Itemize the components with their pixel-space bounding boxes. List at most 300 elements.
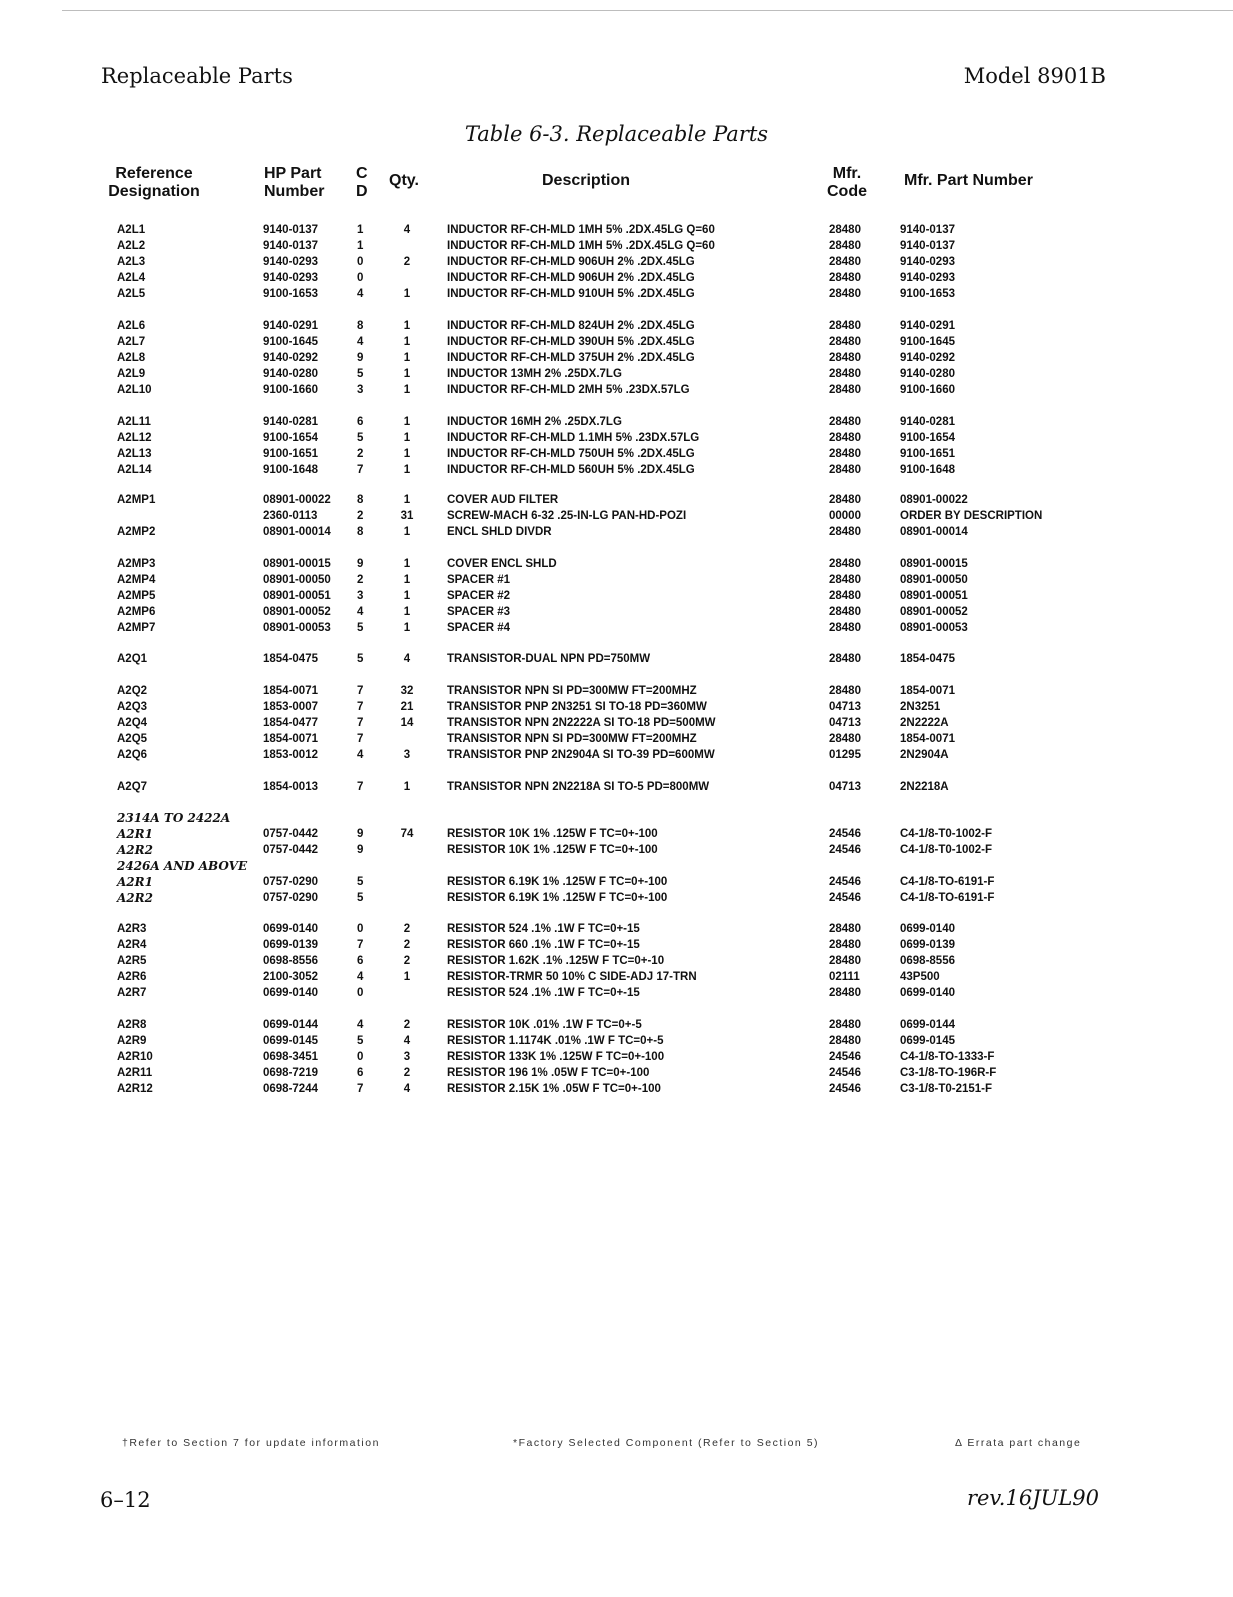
mfr-part-number: 08901-00014 <box>900 526 968 538</box>
quantity: 1 <box>403 352 411 364</box>
mfr-code: 24546 <box>829 1051 861 1063</box>
hp-part-number: 0757-0442 <box>263 844 318 856</box>
table-row <box>0 350 1233 366</box>
description: INDUCTOR RF-CH-MLD 375UH 2% .2DX.45LG <box>447 352 695 364</box>
table-row <box>0 715 1233 731</box>
hp-part-number: 0698-7219 <box>263 1067 318 1079</box>
description: RESISTOR 660 .1% .1W F TC=0+-15 <box>447 939 640 951</box>
description: INDUCTOR 16MH 2% .25DX.7LG <box>447 416 622 428</box>
col-head-qty: Qty. <box>389 172 419 189</box>
table-row <box>0 334 1233 350</box>
ref-designation: A2L12 <box>117 432 152 444</box>
mfr-part-number: 0699-0139 <box>900 939 955 951</box>
hp-part-number: 1854-0071 <box>263 733 318 745</box>
quantity: 1 <box>403 464 411 476</box>
col-head-reference: Reference Designation <box>108 165 200 200</box>
hp-part-number: 9140-0281 <box>263 416 318 428</box>
ref-designation: A2MP4 <box>117 574 156 586</box>
mfr-code: 28480 <box>829 494 861 506</box>
description: INDUCTOR RF-CH-MLD 824UH 2% .2DX.45LG <box>447 320 695 332</box>
quantity: 1 <box>403 574 411 586</box>
mfr-code: 24546 <box>829 876 861 888</box>
mfr-code: 24546 <box>829 892 861 904</box>
quantity: 1 <box>403 606 411 618</box>
description: COVER AUD FILTER <box>447 494 559 506</box>
cd-digit: 0 <box>357 987 364 999</box>
mfr-code: 28480 <box>829 622 861 634</box>
table-row <box>0 270 1233 286</box>
mfr-code: 28480 <box>829 685 861 697</box>
description: INDUCTOR RF-CH-MLD 906UH 2% .2DX.45LG <box>447 272 695 284</box>
quantity: 2 <box>403 939 411 951</box>
mfr-part-number: 0699-0144 <box>900 1019 955 1031</box>
mfr-part-number: 9140-0137 <box>900 224 955 236</box>
cd-digit: 4 <box>357 288 364 300</box>
cd-digit: 2 <box>357 574 364 586</box>
mfr-part-number: 9140-0291 <box>900 320 955 332</box>
ref-designation: A2L7 <box>117 336 146 348</box>
mfr-part-number: 9100-1654 <box>900 432 955 444</box>
table-row <box>0 318 1233 334</box>
cd-digit: 0 <box>357 923 364 935</box>
table-title: Table 6-3. Replaceable Parts <box>464 122 769 146</box>
mfr-code: 28480 <box>829 432 861 444</box>
ref-designation: A2R11 <box>117 1067 153 1079</box>
quantity: 1 <box>403 558 411 570</box>
hp-part-number: 0699-0139 <box>263 939 318 951</box>
ref-designation: A2MP6 <box>117 606 156 618</box>
description: INDUCTOR RF-CH-MLD 1MH 5% .2DX.45LG Q=60 <box>447 240 715 252</box>
ref-designation: A2Q1 <box>117 653 148 665</box>
col-head-mfr-code: Mfr. Code <box>827 165 867 200</box>
mfr-code: 28480 <box>829 320 861 332</box>
description: INDUCTOR RF-CH-MLD 1MH 5% .2DX.45LG Q=60 <box>447 224 715 236</box>
cd-digit: 8 <box>357 494 364 506</box>
footer-note-errata: Δ Errata part change <box>955 1437 1082 1449</box>
table-row <box>0 366 1233 382</box>
mfr-part-number: 9140-0293 <box>900 272 955 284</box>
mfr-code: 28480 <box>829 653 861 665</box>
description: RESISTOR 524 .1% .1W F TC=0+-15 <box>447 923 640 935</box>
quantity: 1 <box>403 494 411 506</box>
description: TRANSISTOR-DUAL NPN PD=750MW <box>447 653 651 665</box>
cd-digit: 3 <box>357 384 364 396</box>
quantity: 1 <box>403 336 411 348</box>
mfr-part-number: 0699-0140 <box>900 987 955 999</box>
cd-digit: 4 <box>357 336 364 348</box>
ref-designation: A2R9 <box>117 1035 147 1047</box>
ref-designation: A2MP1 <box>117 494 156 506</box>
hp-part-number: 9100-1660 <box>263 384 318 396</box>
table-row <box>0 382 1233 398</box>
mfr-part-number: C4-1/8-T0-1002-F <box>900 828 993 840</box>
description: TRANSISTOR NPN 2N2218A SI TO-5 PD=800MW <box>447 781 710 793</box>
quantity: 1 <box>403 416 411 428</box>
col-head-description: Description <box>542 172 631 189</box>
quantity: 2 <box>403 923 411 935</box>
hp-part-number: 0757-0290 <box>263 876 318 888</box>
description: INDUCTOR RF-CH-MLD 560UH 5% .2DX.45LG <box>447 464 695 476</box>
mfr-part-number: 08901-00053 <box>900 622 968 634</box>
table-row <box>0 874 1233 890</box>
table-row <box>0 492 1233 508</box>
ref-designation: A2R6 <box>117 971 147 983</box>
ref-designation: A2MP5 <box>117 590 156 602</box>
cd-digit: 4 <box>357 971 364 983</box>
cd-digit: 7 <box>357 1083 364 1095</box>
mfr-code: 28480 <box>829 606 861 618</box>
cd-digit: 5 <box>357 1035 364 1047</box>
cd-digit: 7 <box>357 733 364 745</box>
mfr-part-number: 9140-0137 <box>900 240 955 252</box>
hp-part-number: 9140-0280 <box>263 368 318 380</box>
ref-designation: A2MP7 <box>117 622 156 634</box>
mfr-code: 28480 <box>829 416 861 428</box>
mfr-part-number: 2N2218A <box>900 781 949 793</box>
description: INDUCTOR RF-CH-MLD 910UH 5% .2DX.45LG <box>447 288 695 300</box>
table-row <box>0 430 1233 446</box>
description: INDUCTOR RF-CH-MLD 1.1MH 5% .23DX.57LG <box>447 432 700 444</box>
ref-designation: A2MP3 <box>117 558 156 570</box>
mfr-code: 28480 <box>829 1035 861 1047</box>
quantity: 3 <box>403 1051 411 1063</box>
table-row <box>0 747 1233 763</box>
mfr-part-number: 0698-8556 <box>900 955 955 967</box>
mfr-part-number: 9100-1660 <box>900 384 955 396</box>
quantity: 1 <box>403 320 411 332</box>
hp-part-number: 9140-0293 <box>263 256 318 268</box>
description: SPACER #4 <box>447 622 511 634</box>
description: RESISTOR 133K 1% .125W F TC=0+-100 <box>447 1051 665 1063</box>
model-header: Model 8901B <box>963 64 1106 88</box>
hp-part-number: 08901-00014 <box>263 526 331 538</box>
mfr-code: 28480 <box>829 955 861 967</box>
table-row <box>0 556 1233 572</box>
table-row <box>0 1049 1233 1065</box>
hp-part-number: 2360-0113 <box>263 510 318 522</box>
col-head-hp-part: HP Part Number <box>264 165 325 200</box>
mfr-code: 28480 <box>829 384 861 396</box>
hp-part-number: 0699-0140 <box>263 923 318 935</box>
cd-digit: 5 <box>357 368 364 380</box>
quantity: 2 <box>403 955 411 967</box>
mfr-code: 28480 <box>829 256 861 268</box>
table-row <box>0 699 1233 715</box>
ref-designation: A2R10 <box>117 1051 153 1063</box>
mfr-part-number: 08901-00051 <box>900 590 968 602</box>
table-row <box>0 779 1233 795</box>
hp-part-number: 9140-0291 <box>263 320 318 332</box>
mfr-code: 24546 <box>829 1083 861 1095</box>
quantity: 14 <box>400 717 414 729</box>
ref-designation: A2R1 <box>117 875 153 889</box>
cd-digit: 2 <box>357 510 364 522</box>
cd-digit: 4 <box>357 749 364 761</box>
mfr-part-number: 1854-0071 <box>900 733 955 745</box>
hp-part-number: 0757-0290 <box>263 892 318 904</box>
cd-digit: 0 <box>357 272 364 284</box>
mfr-part-number: 9140-0281 <box>900 416 955 428</box>
table-row <box>0 620 1233 636</box>
footer-note-update: †Refer to Section 7 for update information <box>122 1437 380 1449</box>
description: SPACER #3 <box>447 606 511 618</box>
quantity: 4 <box>403 1083 411 1095</box>
ref-designation: A2L8 <box>117 352 146 364</box>
table-row <box>0 572 1233 588</box>
ref-designation: A2L11 <box>117 416 151 428</box>
description: INDUCTOR RF-CH-MLD 390UH 5% .2DX.45LG <box>447 336 695 348</box>
table-row <box>0 588 1233 604</box>
mfr-part-number: ORDER BY DESCRIPTION <box>900 510 1043 522</box>
mfr-code: 28480 <box>829 590 861 602</box>
ref-designation: A2L1 <box>117 224 146 236</box>
table-row <box>0 842 1233 858</box>
mfr-part-number: 9100-1645 <box>900 336 955 348</box>
ref-designation: 2426A AND ABOVE <box>117 859 248 873</box>
hp-part-number: 08901-00051 <box>263 590 331 602</box>
mfr-code: 02111 <box>829 971 860 983</box>
hp-part-number: 9140-0292 <box>263 352 318 364</box>
hp-part-number: 08901-00022 <box>263 494 331 506</box>
table-row <box>0 953 1233 969</box>
cd-digit: 9 <box>357 844 364 856</box>
mfr-part-number: 9100-1653 <box>900 288 955 300</box>
mfr-code: 28480 <box>829 987 861 999</box>
mfr-code: 28480 <box>829 574 861 586</box>
table-row <box>0 1065 1233 1081</box>
hp-part-number: 9140-0137 <box>263 224 318 236</box>
mfr-part-number: C4-1/8-TO-6191-F <box>900 876 995 888</box>
quantity: 21 <box>400 701 414 713</box>
cd-digit: 5 <box>357 432 364 444</box>
table-row <box>0 414 1233 430</box>
table-row <box>0 222 1233 238</box>
quantity: 74 <box>400 828 414 840</box>
mfr-code: 28480 <box>829 923 861 935</box>
cd-digit: 7 <box>357 701 364 713</box>
description: RESISTOR 10K 1% .125W F TC=0+-100 <box>447 828 658 840</box>
cd-digit: 8 <box>357 526 364 538</box>
description: INDUCTOR 13MH 2% .25DX.7LG <box>447 368 622 380</box>
table-row <box>0 462 1233 478</box>
description: INDUCTOR RF-CH-MLD 906UH 2% .2DX.45LG <box>447 256 695 268</box>
mfr-code: 00000 <box>829 510 861 522</box>
hp-part-number: 08901-00053 <box>263 622 331 634</box>
hp-part-number: 0699-0140 <box>263 987 318 999</box>
hp-part-number: 08901-00052 <box>263 606 331 618</box>
description: RESISTOR 524 .1% .1W F TC=0+-15 <box>447 987 640 999</box>
quantity: 1 <box>403 971 411 983</box>
hp-part-number: 9140-0293 <box>263 272 318 284</box>
cd-digit: 5 <box>357 876 364 888</box>
description: COVER ENCL SHLD <box>447 558 557 570</box>
table-row <box>0 826 1233 842</box>
quantity: 2 <box>403 1019 411 1031</box>
quantity: 1 <box>403 781 411 793</box>
ref-designation: A2L5 <box>117 288 146 300</box>
table-row <box>0 446 1233 462</box>
description: SCREW-MACH 6-32 .25-IN-LG PAN-HD-POZI <box>447 510 687 522</box>
mfr-code: 24546 <box>829 844 861 856</box>
hp-part-number: 9100-1653 <box>263 288 318 300</box>
table-row <box>0 286 1233 302</box>
mfr-code: 28480 <box>829 1019 861 1031</box>
quantity: 1 <box>403 288 411 300</box>
hp-part-number: 9100-1648 <box>263 464 318 476</box>
mfr-part-number: 08901-00015 <box>900 558 968 570</box>
mfr-code: 28480 <box>829 526 861 538</box>
mfr-code: 28480 <box>829 368 861 380</box>
ref-designation: A2MP2 <box>117 526 156 538</box>
hp-part-number: 9140-0137 <box>263 240 318 252</box>
hp-part-number: 0699-0144 <box>263 1019 318 1031</box>
table-row <box>0 604 1233 620</box>
mfr-part-number: 43P500 <box>900 971 940 983</box>
quantity: 1 <box>403 368 411 380</box>
section-header: Replaceable Parts <box>101 64 293 88</box>
ref-designation: A2R12 <box>117 1083 153 1095</box>
ref-designation: A2L13 <box>117 448 152 460</box>
mfr-part-number: 2N2904A <box>900 749 949 761</box>
hp-part-number: 1853-0007 <box>263 701 318 713</box>
ref-designation: A2L3 <box>117 256 146 268</box>
quantity: 1 <box>403 448 411 460</box>
table-row <box>0 683 1233 699</box>
hp-part-number: 2100-3052 <box>263 971 318 983</box>
serial-note-row <box>0 810 1233 826</box>
hp-part-number: 9100-1645 <box>263 336 318 348</box>
hp-part-number: 9100-1651 <box>263 448 318 460</box>
description: RESISTOR 6.19K 1% .125W F TC=0+-100 <box>447 892 668 904</box>
page-number: 6–12 <box>100 1488 151 1512</box>
ref-designation: A2Q5 <box>117 733 148 745</box>
revision-date: rev.16JUL90 <box>966 1486 1099 1510</box>
table-row <box>0 254 1233 270</box>
cd-digit: 6 <box>357 416 364 428</box>
cd-digit: 4 <box>357 1019 364 1031</box>
mfr-code: 04713 <box>829 781 861 793</box>
cd-digit: 0 <box>357 1051 364 1063</box>
description: INDUCTOR RF-CH-MLD 2MH 5% .23DX.57LG <box>447 384 690 396</box>
mfr-code: 28480 <box>829 240 861 252</box>
mfr-part-number: 9140-0292 <box>900 352 955 364</box>
ref-designation: A2Q2 <box>117 685 148 697</box>
description: RESISTOR 10K .01% .1W F TC=0+-5 <box>447 1019 642 1031</box>
cd-digit: 0 <box>357 256 364 268</box>
description: TRANSISTOR PNP 2N3251 SI TO-18 PD=360MW <box>447 701 707 713</box>
quantity: 32 <box>400 685 414 697</box>
mfr-code: 28480 <box>829 288 861 300</box>
mfr-part-number: 08901-00052 <box>900 606 968 618</box>
cd-digit: 4 <box>357 606 364 618</box>
ref-designation: A2L4 <box>117 272 146 284</box>
mfr-code: 28480 <box>829 464 861 476</box>
ref-designation: A2L10 <box>117 384 152 396</box>
quantity: 4 <box>403 653 411 665</box>
table-row <box>0 1081 1233 1097</box>
ref-designation: A2Q7 <box>117 781 148 793</box>
cd-digit: 6 <box>357 1067 364 1079</box>
ref-designation: A2R1 <box>117 827 153 841</box>
ref-designation: A2L9 <box>117 368 146 380</box>
description: RESISTOR 196 1% .05W F TC=0+-100 <box>447 1067 650 1079</box>
ref-designation: A2R3 <box>117 923 147 935</box>
mfr-code: 24546 <box>829 1067 861 1079</box>
cd-digit: 9 <box>357 558 364 570</box>
description: RESISTOR 1.1174K .01% .1W F TC=0+-5 <box>447 1035 664 1047</box>
cd-digit: 5 <box>357 892 364 904</box>
cd-digit: 1 <box>357 224 364 236</box>
cd-digit: 5 <box>357 622 364 634</box>
mfr-part-number: 1854-0071 <box>900 685 955 697</box>
mfr-code: 28480 <box>829 939 861 951</box>
mfr-code: 28480 <box>829 352 861 364</box>
hp-part-number: 0757-0442 <box>263 828 318 840</box>
ref-designation: A2Q3 <box>117 701 148 713</box>
description: SPACER #1 <box>447 574 511 586</box>
cd-digit: 7 <box>357 781 364 793</box>
table-row <box>0 731 1233 747</box>
mfr-code: 01295 <box>829 749 861 761</box>
col-head-mfr-part-number: Mfr. Part Number <box>904 172 1033 189</box>
quantity: 4 <box>403 224 411 236</box>
cd-digit: 7 <box>357 685 364 697</box>
quantity: 31 <box>400 510 414 522</box>
mfr-code: 28480 <box>829 733 861 745</box>
ref-designation: A2L2 <box>117 240 146 252</box>
table-row <box>0 1017 1233 1033</box>
table-row <box>0 921 1233 937</box>
cd-digit: 7 <box>357 939 364 951</box>
quantity: 4 <box>403 1035 411 1047</box>
serial-note-row <box>0 858 1233 874</box>
description: TRANSISTOR PNP 2N2904A SI TO-39 PD=600MW <box>447 749 715 761</box>
quantity: 1 <box>403 590 411 602</box>
hp-part-number: 0699-0145 <box>263 1035 318 1047</box>
ref-designation: A2R7 <box>117 987 147 999</box>
mfr-part-number: C4-1/8-TO-1333-F <box>900 1051 995 1063</box>
table-row <box>0 508 1233 524</box>
ref-designation: A2R5 <box>117 955 147 967</box>
mfr-code: 28480 <box>829 448 861 460</box>
quantity: 1 <box>403 384 411 396</box>
quantity: 2 <box>403 1067 411 1079</box>
ref-designation: 2314A TO 2422A <box>117 811 231 825</box>
mfr-part-number: 0699-0145 <box>900 1035 955 1047</box>
mfr-part-number: 9100-1651 <box>900 448 955 460</box>
quantity: 2 <box>403 256 411 268</box>
col-head-cd: C D <box>356 165 368 200</box>
quantity: 1 <box>403 622 411 634</box>
cd-digit: 9 <box>357 828 364 840</box>
table-row <box>0 524 1233 540</box>
table-row <box>0 969 1233 985</box>
hp-part-number: 1854-0477 <box>263 717 318 729</box>
description: TRANSISTOR NPN SI PD=300MW FT=200MHZ <box>447 685 697 697</box>
hp-part-number: 08901-00050 <box>263 574 331 586</box>
cd-digit: 1 <box>357 240 364 252</box>
cd-digit: 2 <box>357 448 364 460</box>
ref-designation: A2Q4 <box>117 717 148 729</box>
table-row <box>0 937 1233 953</box>
description: INDUCTOR RF-CH-MLD 750UH 5% .2DX.45LG <box>447 448 695 460</box>
description: TRANSISTOR NPN SI PD=300MW FT=200MHZ <box>447 733 697 745</box>
ref-designation: A2L14 <box>117 464 152 476</box>
mfr-part-number: 08901-00022 <box>900 494 968 506</box>
mfr-part-number: 2N2222A <box>900 717 949 729</box>
hp-part-number: 0698-3451 <box>263 1051 318 1063</box>
mfr-part-number: 9100-1648 <box>900 464 955 476</box>
